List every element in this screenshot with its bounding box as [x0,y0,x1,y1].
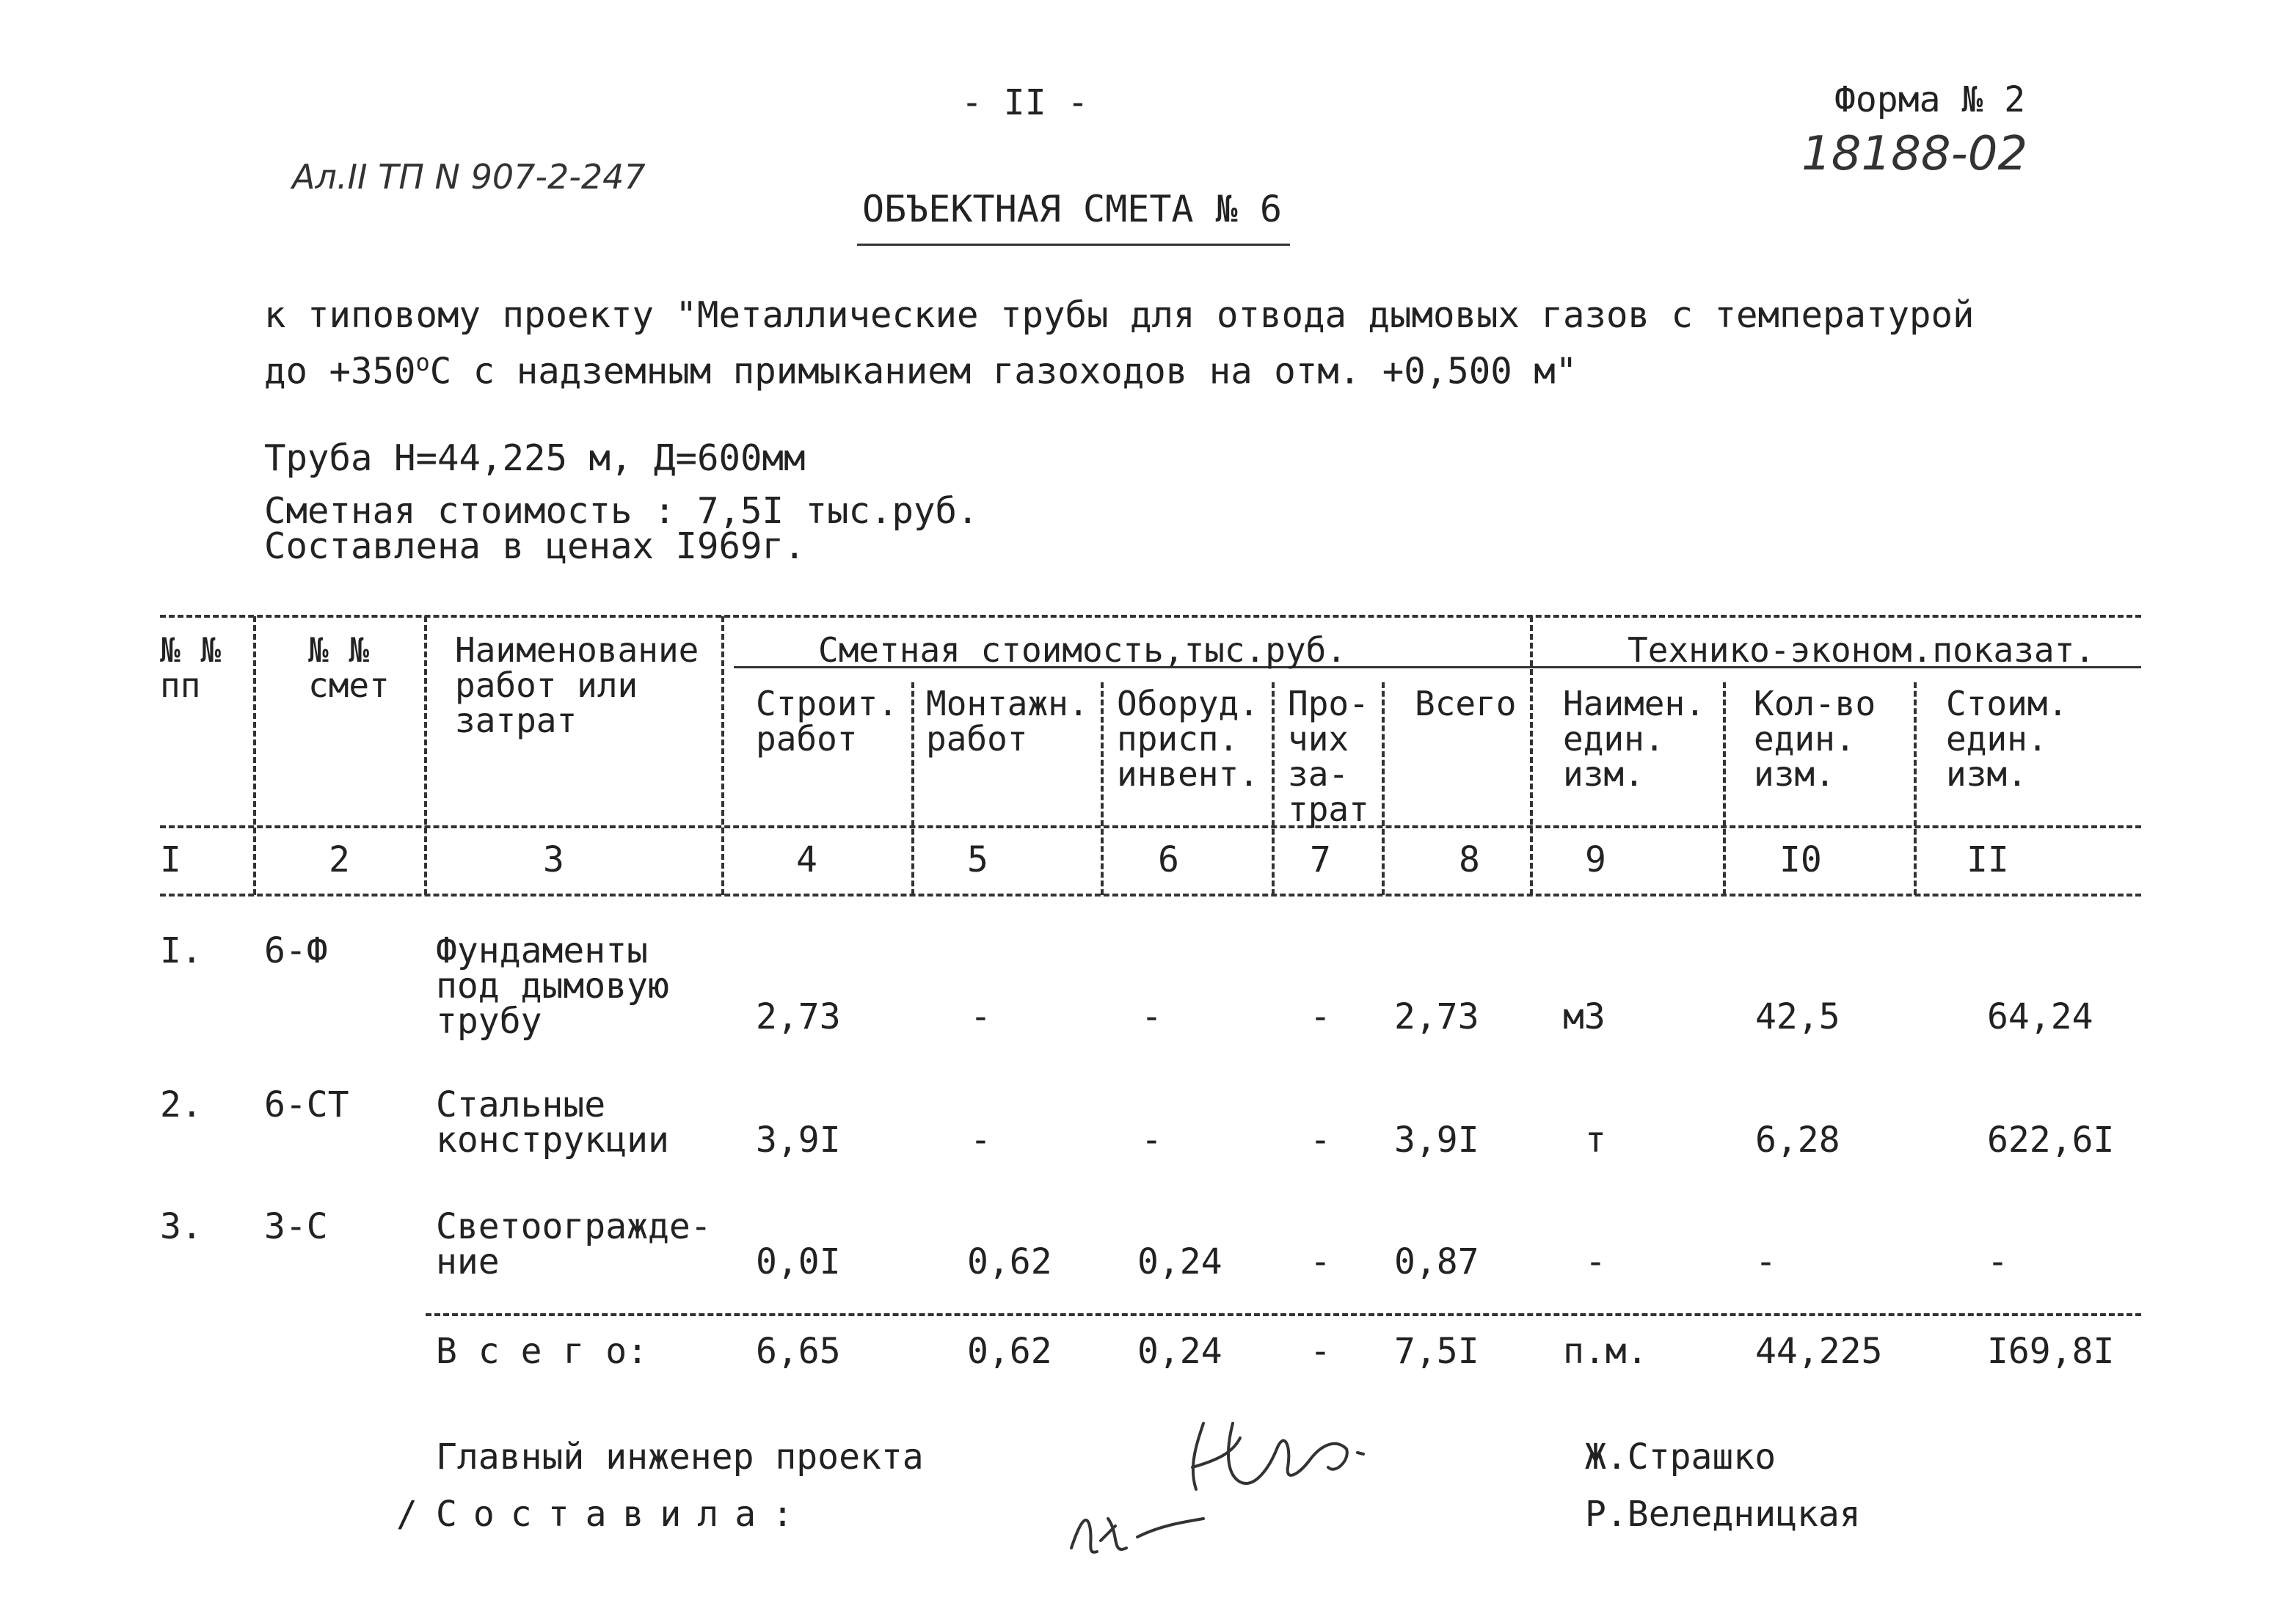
total-unit-cost: I69,8I [1987,1331,2115,1372]
vsep-5 [1101,682,1104,895]
vsep-9 [1723,682,1726,895]
degree-superscript: о [415,348,430,376]
total-other: - [1310,1331,1331,1372]
col-number-2: 2 [329,839,350,880]
compiled-by-name: Р.Веледницкая [1585,1494,1861,1535]
table-top-rule [160,615,2141,618]
estimated-cost: Сметная стоимость : 7,5I тыс.руб. [264,490,979,532]
total-rule [426,1313,2141,1316]
unit-name: м3 [1563,996,1606,1037]
construction-cost: 3,9I [756,1120,841,1161]
compiled-mark: / [396,1494,418,1535]
col-number-3: 3 [543,839,564,880]
chief-engineer-name: Ж.Страшко [1585,1436,1776,1478]
page-number: - II - [961,82,1089,123]
compiled-by-label: Составила: [436,1494,809,1535]
vsep-3 [721,616,724,895]
col-number-1: I [160,839,181,880]
total-installation: 0,62 [967,1331,1052,1372]
installation-cost: - [970,1120,991,1161]
header-unit-name: Наимен. един. изм. [1563,684,1705,794]
estimate-number: 3-С [264,1206,328,1247]
header-cost-group: Сметная стоимость,тыс.руб. [818,630,1347,670]
vsep-4 [911,682,914,895]
header-total: Всего [1415,684,1517,723]
col-number-11: II [1967,839,2009,880]
total-equipment: 0,24 [1137,1331,1222,1372]
construction-cost: 0,0I [756,1241,841,1282]
total-unit-qty: 44,225 [1755,1331,1883,1372]
chief-engineer-signature [1057,1379,1394,1570]
other-cost: - [1310,996,1331,1037]
total-unit-name: п.м. [1563,1331,1648,1372]
vsep-1 [253,616,256,895]
row-number: 2. [160,1084,203,1125]
header-installation: Монтажн. работ [926,684,1089,759]
vsep-2 [424,616,427,895]
col-number-4: 4 [796,839,817,880]
header-tech-group: Технико-эконом.показат. [1628,630,2095,670]
unit-name: - [1585,1241,1606,1282]
price-basis: Составлена в ценах I969г. [264,525,806,567]
construction-cost: 2,73 [756,996,841,1037]
other-cost: - [1310,1120,1331,1161]
document-title: ОБЪЕКТНАЯ СМЕТА № 6 [862,188,1282,230]
total-cost: 2,73 [1394,996,1479,1037]
intro-line-2 [264,348,1578,392]
equipment-cost: - [1141,996,1162,1037]
col-number-10: I0 [1779,839,1822,880]
col-number-5: 5 [967,839,988,880]
album-reference: Ал.II ТП N 907-2-247 [292,157,646,197]
vsep-10 [1914,682,1917,895]
header-work-name: Наименование работ или затрат [455,630,699,740]
intro-line-2-b: С с надземным примыканием газоходов на отм. +0,500 м" [429,350,1578,392]
header-equipment: Оборуд. присп. инвент. [1117,684,1259,794]
work-name: Фундаменты под дымовую трубу [436,930,669,1042]
row-number: I. [160,930,203,971]
unit-qty: 6,28 [1755,1120,1840,1161]
estimate-number: 6-Ф [264,930,328,971]
row-number: 3. [160,1206,203,1247]
handwritten-code: 18188-02 [1801,127,2028,181]
equipment-cost: - [1141,1120,1162,1161]
vsep-6 [1272,682,1275,895]
header-row-number: № № пп [160,630,222,705]
col-number-8: 8 [1459,839,1480,880]
header-unit-qty: Кол-во един. изм. [1754,684,1876,794]
installation-cost: - [970,996,991,1037]
col-number-9: 9 [1585,839,1606,880]
equipment-cost: 0,24 [1137,1241,1222,1282]
unit-name: т [1585,1120,1606,1161]
col-number-7: 7 [1310,839,1331,880]
total-cost: 3,9I [1394,1120,1479,1161]
form-label: Форма № 2 [1834,79,2026,120]
unit-cost: - [1987,1241,2008,1282]
unit-qty: 42,5 [1755,996,1840,1037]
col-number-6: 6 [1158,839,1179,880]
pipe-spec: Труба Н=44,225 м, Д=600мм [264,437,806,479]
intro-line-2-a: до +350 [264,350,416,392]
vsep-8 [1530,616,1533,895]
header-estimate-number: № № смет [308,630,390,705]
work-name: Стальные конструкции [436,1084,669,1161]
other-cost: - [1310,1241,1331,1282]
chief-engineer-label: Главный инженер проекта [436,1436,924,1478]
work-name: Светоограждe- ние [436,1206,712,1282]
header-unit-cost: Стоим. един. изм. [1946,684,2069,794]
title-underline [857,244,1290,246]
header-other: Про- чих за- трат [1288,684,1369,829]
installation-cost: 0,62 [967,1241,1052,1282]
header-construction: Строит. работ [756,684,898,759]
total-all: 7,5I [1394,1331,1479,1372]
intro-line-1: к типовому проекту "Металлические трубы для отвода дымовых газов с температурой [264,294,1975,336]
vsep-7 [1382,682,1385,895]
total-label: В с е г о: [436,1331,648,1372]
total-cost: 0,87 [1394,1241,1479,1282]
unit-cost: 64,24 [1987,996,2093,1037]
unit-cost: 622,6I [1987,1120,2115,1161]
unit-qty: - [1755,1241,1776,1282]
total-construction: 6,65 [756,1331,841,1372]
col-numbers-rule [160,894,2141,897]
estimate-number: 6-СТ [264,1084,349,1125]
header-bottom-rule [160,825,2141,828]
